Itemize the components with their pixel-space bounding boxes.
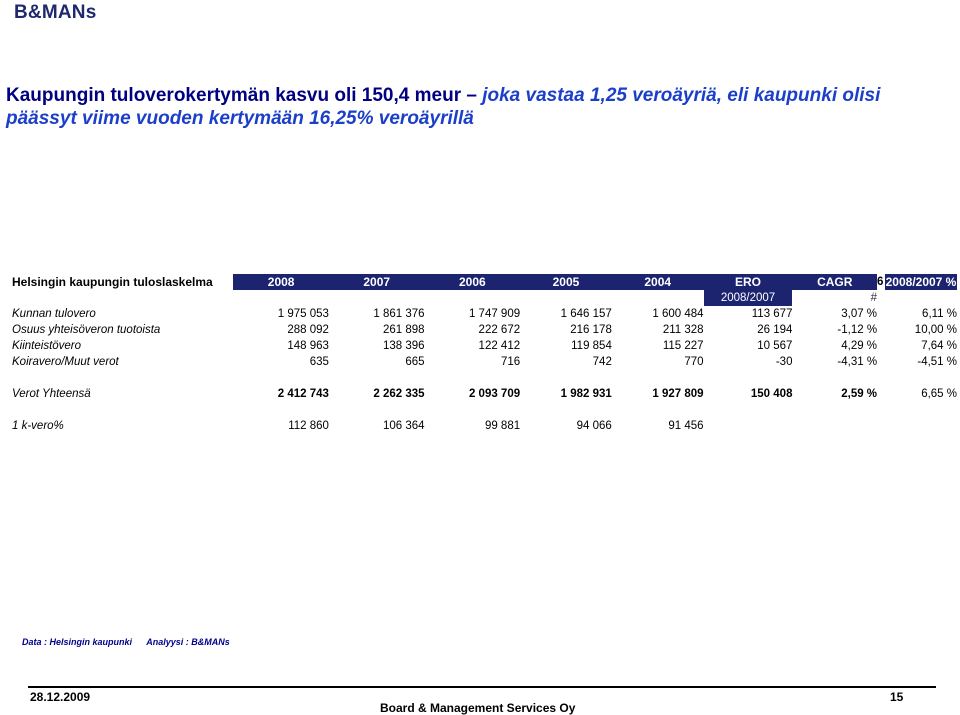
- tax-table: [12, 274, 957, 434]
- table-row: [12, 306, 957, 322]
- cell: 94 066: [576, 420, 612, 432]
- cell: 1 975 053: [277, 308, 329, 320]
- cell: 138 396: [382, 340, 425, 352]
- page-number: 15: [890, 690, 904, 704]
- brand-logo-text: B&MANs: [14, 2, 97, 23]
- headline: [6, 84, 956, 130]
- row-label: Osuus yhteisöveron tuotoista: [12, 324, 161, 336]
- table-row: [12, 322, 957, 338]
- row-label: Kiinteistövero: [12, 340, 82, 352]
- ero-subheader: 2008/2007: [704, 290, 793, 306]
- col-change-pct: 2008/2007 %: [885, 275, 957, 289]
- cell: 91 456: [668, 420, 704, 432]
- cell: 1 600 484: [652, 308, 704, 320]
- row-label: Kunnan tulovero: [12, 308, 96, 320]
- cell: 148 963: [287, 340, 329, 352]
- cell: 3,07 %: [841, 308, 878, 320]
- col-cagr: CAGR: [792, 274, 877, 290]
- col-2004: 2004: [612, 274, 704, 290]
- cell: 122 412: [478, 340, 521, 352]
- cell: 2 412 743: [277, 388, 329, 400]
- cell: 150 408: [750, 388, 793, 400]
- cell: 1 747 909: [468, 308, 521, 320]
- cell: 635: [309, 356, 329, 368]
- cell: 2,59 %: [841, 388, 878, 400]
- cell: 665: [405, 356, 425, 368]
- brand-header: [0, 0, 960, 26]
- cell: 716: [500, 356, 521, 368]
- cell: 2 093 709: [468, 388, 521, 400]
- cell: 216 178: [570, 324, 612, 336]
- header-row: [12, 274, 957, 290]
- cell: -4,31 %: [837, 356, 878, 368]
- cell: 1 927 809: [652, 388, 704, 400]
- col-ero: ERO: [704, 274, 793, 290]
- analysis-source: Analyysi : B&MANs: [146, 637, 230, 647]
- cell: 770: [684, 356, 704, 368]
- subheader-row: [12, 290, 957, 306]
- cell: 106 364: [382, 420, 425, 432]
- col-2008: 2008: [233, 274, 329, 290]
- table-row: [12, 338, 957, 354]
- cell: 26 194: [757, 324, 793, 336]
- cell: 742: [592, 356, 612, 368]
- cell: 10 567: [757, 340, 793, 352]
- cell: 261 898: [382, 324, 425, 336]
- cell: -30: [775, 356, 793, 368]
- cell: 1 861 376: [373, 308, 425, 320]
- total-row: [12, 386, 957, 402]
- kvero-row: [12, 418, 957, 434]
- cell: 115 227: [662, 340, 704, 352]
- cell: 10,00 %: [914, 324, 957, 336]
- source-note: [22, 637, 242, 647]
- cell: 7,64 %: [921, 340, 957, 352]
- company-name: Board & Management Services Oy: [380, 701, 576, 715]
- cell: 112 860: [288, 420, 329, 432]
- cell: 4,29 %: [841, 340, 878, 352]
- data-source: Data : Helsingin kaupunki: [22, 637, 133, 647]
- cell: 2 262 335: [373, 388, 425, 400]
- col-six: 6: [877, 276, 884, 288]
- hash-marker: #: [870, 292, 878, 304]
- cell: 1 982 931: [560, 388, 612, 400]
- footer-divider: [28, 686, 936, 688]
- row-label: 1 k-vero%: [12, 420, 64, 432]
- cell: -1,12 %: [837, 324, 878, 336]
- cell: 99 881: [484, 420, 521, 432]
- cell: 6,65 %: [921, 388, 957, 400]
- col-2007: 2007: [329, 274, 425, 290]
- table-title: Helsingin kaupungin tuloslaskelma: [12, 275, 213, 289]
- cell: 1 646 157: [560, 308, 612, 320]
- col-2006: 2006: [425, 274, 521, 290]
- cell: 6,11 %: [922, 308, 957, 320]
- cell: 113 677: [751, 308, 793, 320]
- row-label: Koiravero/Muut verot: [12, 356, 119, 368]
- headline-part1: Kaupungin tuloverokertymän kasvu oli 150,4 meur: [6, 85, 467, 106]
- cell: 222 672: [478, 324, 521, 336]
- headline-dash: –: [466, 85, 477, 106]
- col-2005: 2005: [520, 274, 612, 290]
- cell: 288 092: [287, 324, 329, 336]
- cell: 119 854: [571, 340, 612, 352]
- cell: -4,51 %: [917, 356, 957, 368]
- cell: 211 328: [662, 324, 704, 336]
- footer-date: 28.12.2009: [30, 690, 91, 704]
- table-row: [12, 354, 957, 370]
- row-label: Verot Yhteensä: [12, 388, 91, 400]
- headline-part2: joka vastaa 1,25 veroäyriä, eli kaupunki olisi päässyt viime vuoden kertymään 16,25% veroäyrillä: [6, 85, 881, 129]
